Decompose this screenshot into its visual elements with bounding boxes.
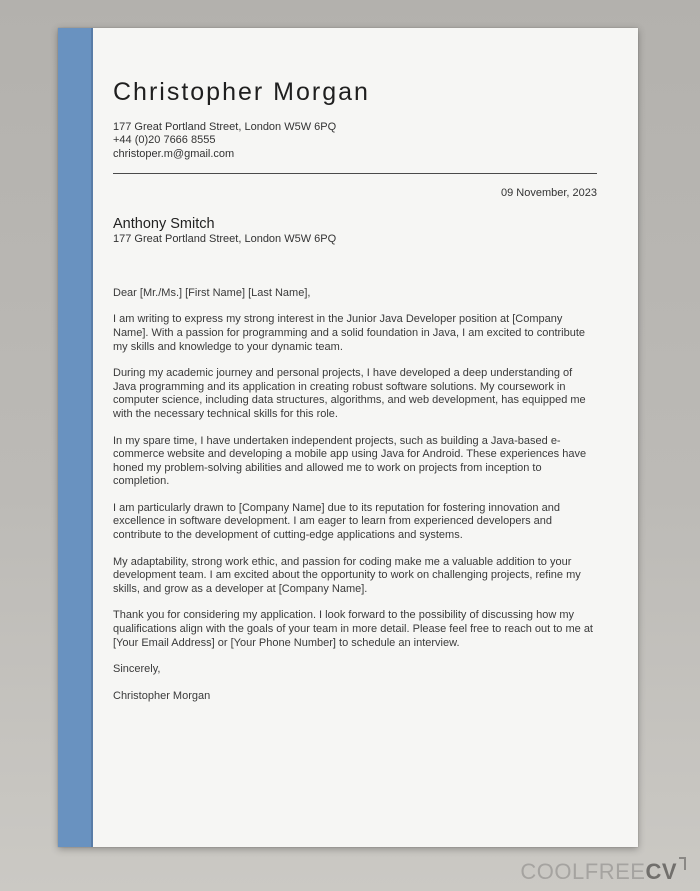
recipient-block xyxy=(113,216,597,247)
paragraph-academic: During my academic journey and personal projects, I have developed a deep understanding of Java programming and its application in creating robust software solutions. My coursework in computer science, including data structures, algorithms, and web development, has equipped me with the necessary technical skills for this role. xyxy=(113,367,586,420)
letter-body xyxy=(113,287,597,704)
sender-phone: +44 (0)20 7666 8555 xyxy=(113,134,216,147)
letter-sheet xyxy=(58,28,638,847)
logo-text-light: COOLFREE xyxy=(520,859,646,884)
blue-spine xyxy=(58,28,93,847)
sender-email: christoper.m@gmail.com xyxy=(113,147,235,160)
paragraph-company: I am particularly drawn to [Company Name] due to its reputation for fostering innovation and excellence in software development. I am eager to learn from experienced developers and contribute to the development of cutting-edge applications and systems. xyxy=(113,501,560,542)
recipient-address: 177 Great Portland Street, London W5W 6PQ xyxy=(113,233,337,246)
letter-date: 09 November, 2023 xyxy=(500,187,597,200)
header-divider xyxy=(113,173,597,174)
paragraph-qualities: My adaptability, strong work ethic, and passion for coding make me a valuable addition to your development team. I am excited about the opportunity to work on challenging projects, refine my skills, and grow as a developer at [Company Name]. xyxy=(113,555,581,595)
sender-address: 177 Great Portland Street, London W5W 6PQ xyxy=(113,120,337,133)
sender-contact-block xyxy=(113,121,597,162)
logo-text-bold: CV xyxy=(645,859,677,884)
closing: Sincerely, xyxy=(113,663,161,676)
letter-paper xyxy=(93,28,638,847)
coolfreecv-logo xyxy=(520,861,686,883)
recipient-name: Anthony Smitch xyxy=(113,216,215,233)
signature: Christopher Morgan xyxy=(113,689,211,702)
paragraph-thanks: Thank you for considering my application. I look forward to the possibility of discussing how my qualifications align with the goals of your team in more detail. Please feel free to reach out to me at [Your Email Address] or [Your Phone Number] to schedule an interview. xyxy=(113,609,593,649)
salutation: Dear [Mr./Ms.] [First Name] [Last Name], xyxy=(113,286,311,299)
logo-corner-mark-icon xyxy=(679,857,686,870)
paragraph-intro: I am writing to express my strong interest in the Junior Java Developer position at [Company Name]. With a passion for programming and a solid foundation in Java, I am excited to contribute my skills and knowledge to your dynamic team. xyxy=(113,313,586,353)
paragraph-projects: In my spare time, I have undertaken independent projects, such as building a Java-based e-commerce website and developing a mobile app using Java for Android. These experiences have honed my problem-solving abilities and allowed me to work on projects from inception to completion. xyxy=(113,434,587,488)
sender-name: Christopher Morgan xyxy=(113,78,370,106)
